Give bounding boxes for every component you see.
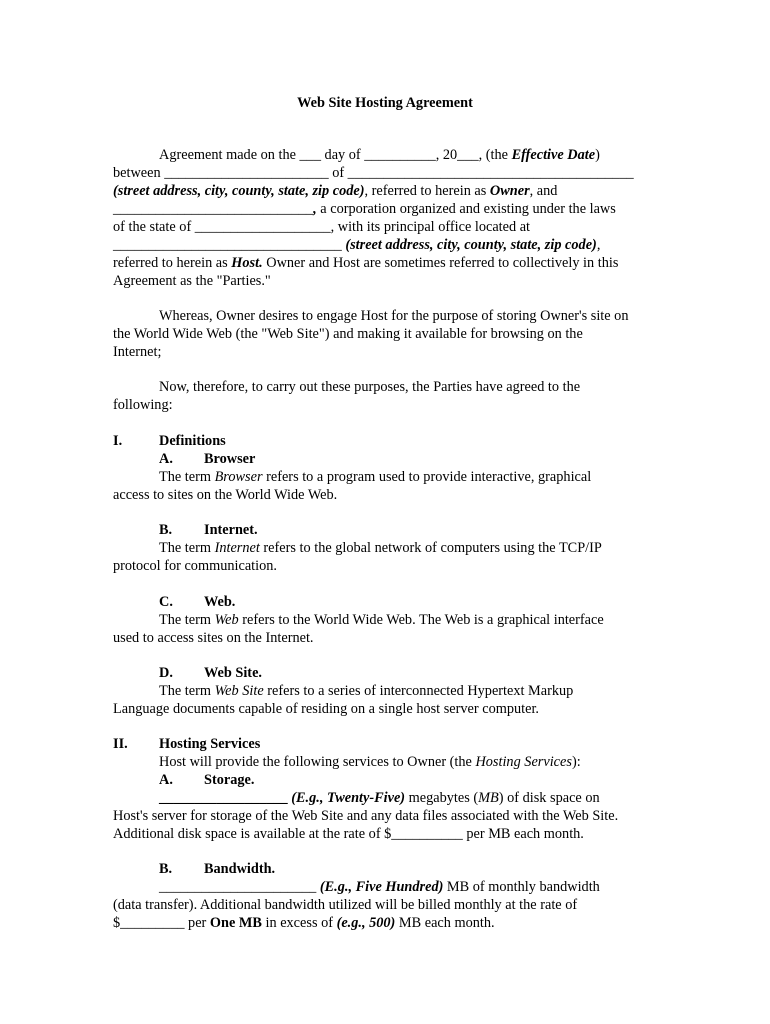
therefore-line-1: Now, therefore, to carry out these purposes, the Parties have agreed to the <box>159 379 581 395</box>
whereas-line-3: Internet; <box>113 344 162 360</box>
subsection-1a-number: A. <box>159 451 173 467</box>
subsection-1c-number: C. <box>159 594 173 610</box>
subsection-2b-title: Bandwidth. <box>204 861 276 877</box>
subsection-1d-number: D. <box>159 665 173 681</box>
subsection-2a-title: Storage. <box>204 772 255 788</box>
section-1-number: I. <box>113 433 123 449</box>
agreement-line-7: referred to herein as Host. Owner and Host are sometimes referred to collectively in this <box>113 255 619 271</box>
agreement-line-8: Agreement as the "Parties." <box>113 273 271 289</box>
subsection-1b-number: B. <box>159 522 173 538</box>
whereas-line-2: the World Wide Web (the "Web Site") and making it available for browsing on the <box>113 326 583 342</box>
website-def-line-2: Language documents capable of residing on a single host server computer. <box>113 701 539 717</box>
web-def-line-2: used to access sites on the Internet. <box>113 630 314 646</box>
agreement-line-1: Agreement made on the ___ day of __________, 20___, (the Effective Date) <box>159 147 600 163</box>
agreement-line-2: between _______________________ of ________________________________________ <box>113 165 634 181</box>
storage-line-3: Additional disk space is available at the rate of $__________ per MB each month. <box>113 826 584 842</box>
agreement-line-6: ________________________________ (street address, city, county, state, zip code), <box>113 237 601 253</box>
internet-def-line-1: The term Internet refers to the global network of computers using the TCP/IP <box>159 540 602 556</box>
bandwidth-line-3: $_________ per One MB in excess of (e.g., 500) MB each month. <box>113 915 495 931</box>
section-2-title: Hosting Services <box>159 736 261 752</box>
document-title: Web Site Hosting Agreement <box>297 95 473 111</box>
web-def-line-1: The term Web refers to the World Wide Web. The Web is a graphical interface <box>159 612 604 628</box>
subsection-1c-title: Web. <box>204 594 236 610</box>
internet-def-line-2: protocol for communication. <box>113 558 277 574</box>
subsection-1d-title: Web Site. <box>204 665 262 681</box>
agreement-line-3: (street address, city, county, state, zip code), referred to herein as Owner, and <box>113 183 558 199</box>
section-2-number: II. <box>113 736 128 752</box>
agreement-line-5: of the state of ___________________, with its principal office located at <box>113 219 531 235</box>
section-1-title: Definitions <box>159 433 226 449</box>
subsection-2a-number: A. <box>159 772 173 788</box>
hosting-services-intro: Host will provide the following services to Owner (the Hosting Services): <box>159 754 581 770</box>
subsection-2b-number: B. <box>159 861 173 877</box>
website-def-line-1: The term Web Site refers to a series of interconnected Hypertext Markup <box>159 683 574 699</box>
subsection-1b-title: Internet. <box>204 522 258 538</box>
storage-line-1: __________________ (E.g., Twenty-Five) megabytes (MB) of disk space on <box>159 790 600 806</box>
subsection-1a-title: Browser <box>204 451 256 467</box>
agreement-line-4: ____________________________, a corporation organized and existing under the laws <box>113 201 616 217</box>
browser-def-line-1: The term Browser refers to a program used to provide interactive, graphical <box>159 469 592 485</box>
whereas-line-1: Whereas, Owner desires to engage Host for the purpose of storing Owner's site on <box>159 308 629 324</box>
bandwidth-line-2: (data transfer). Additional bandwidth utilized will be billed monthly at the rate of <box>113 897 578 913</box>
therefore-line-2: following: <box>113 397 173 413</box>
storage-line-2: Host's server for storage of the Web Site and any data files associated with the Web Site. <box>113 808 619 824</box>
browser-def-line-2: access to sites on the World Wide Web. <box>113 487 338 503</box>
bandwidth-line-1: ______________________ (E.g., Five Hundred) MB of monthly bandwidth <box>159 879 600 895</box>
